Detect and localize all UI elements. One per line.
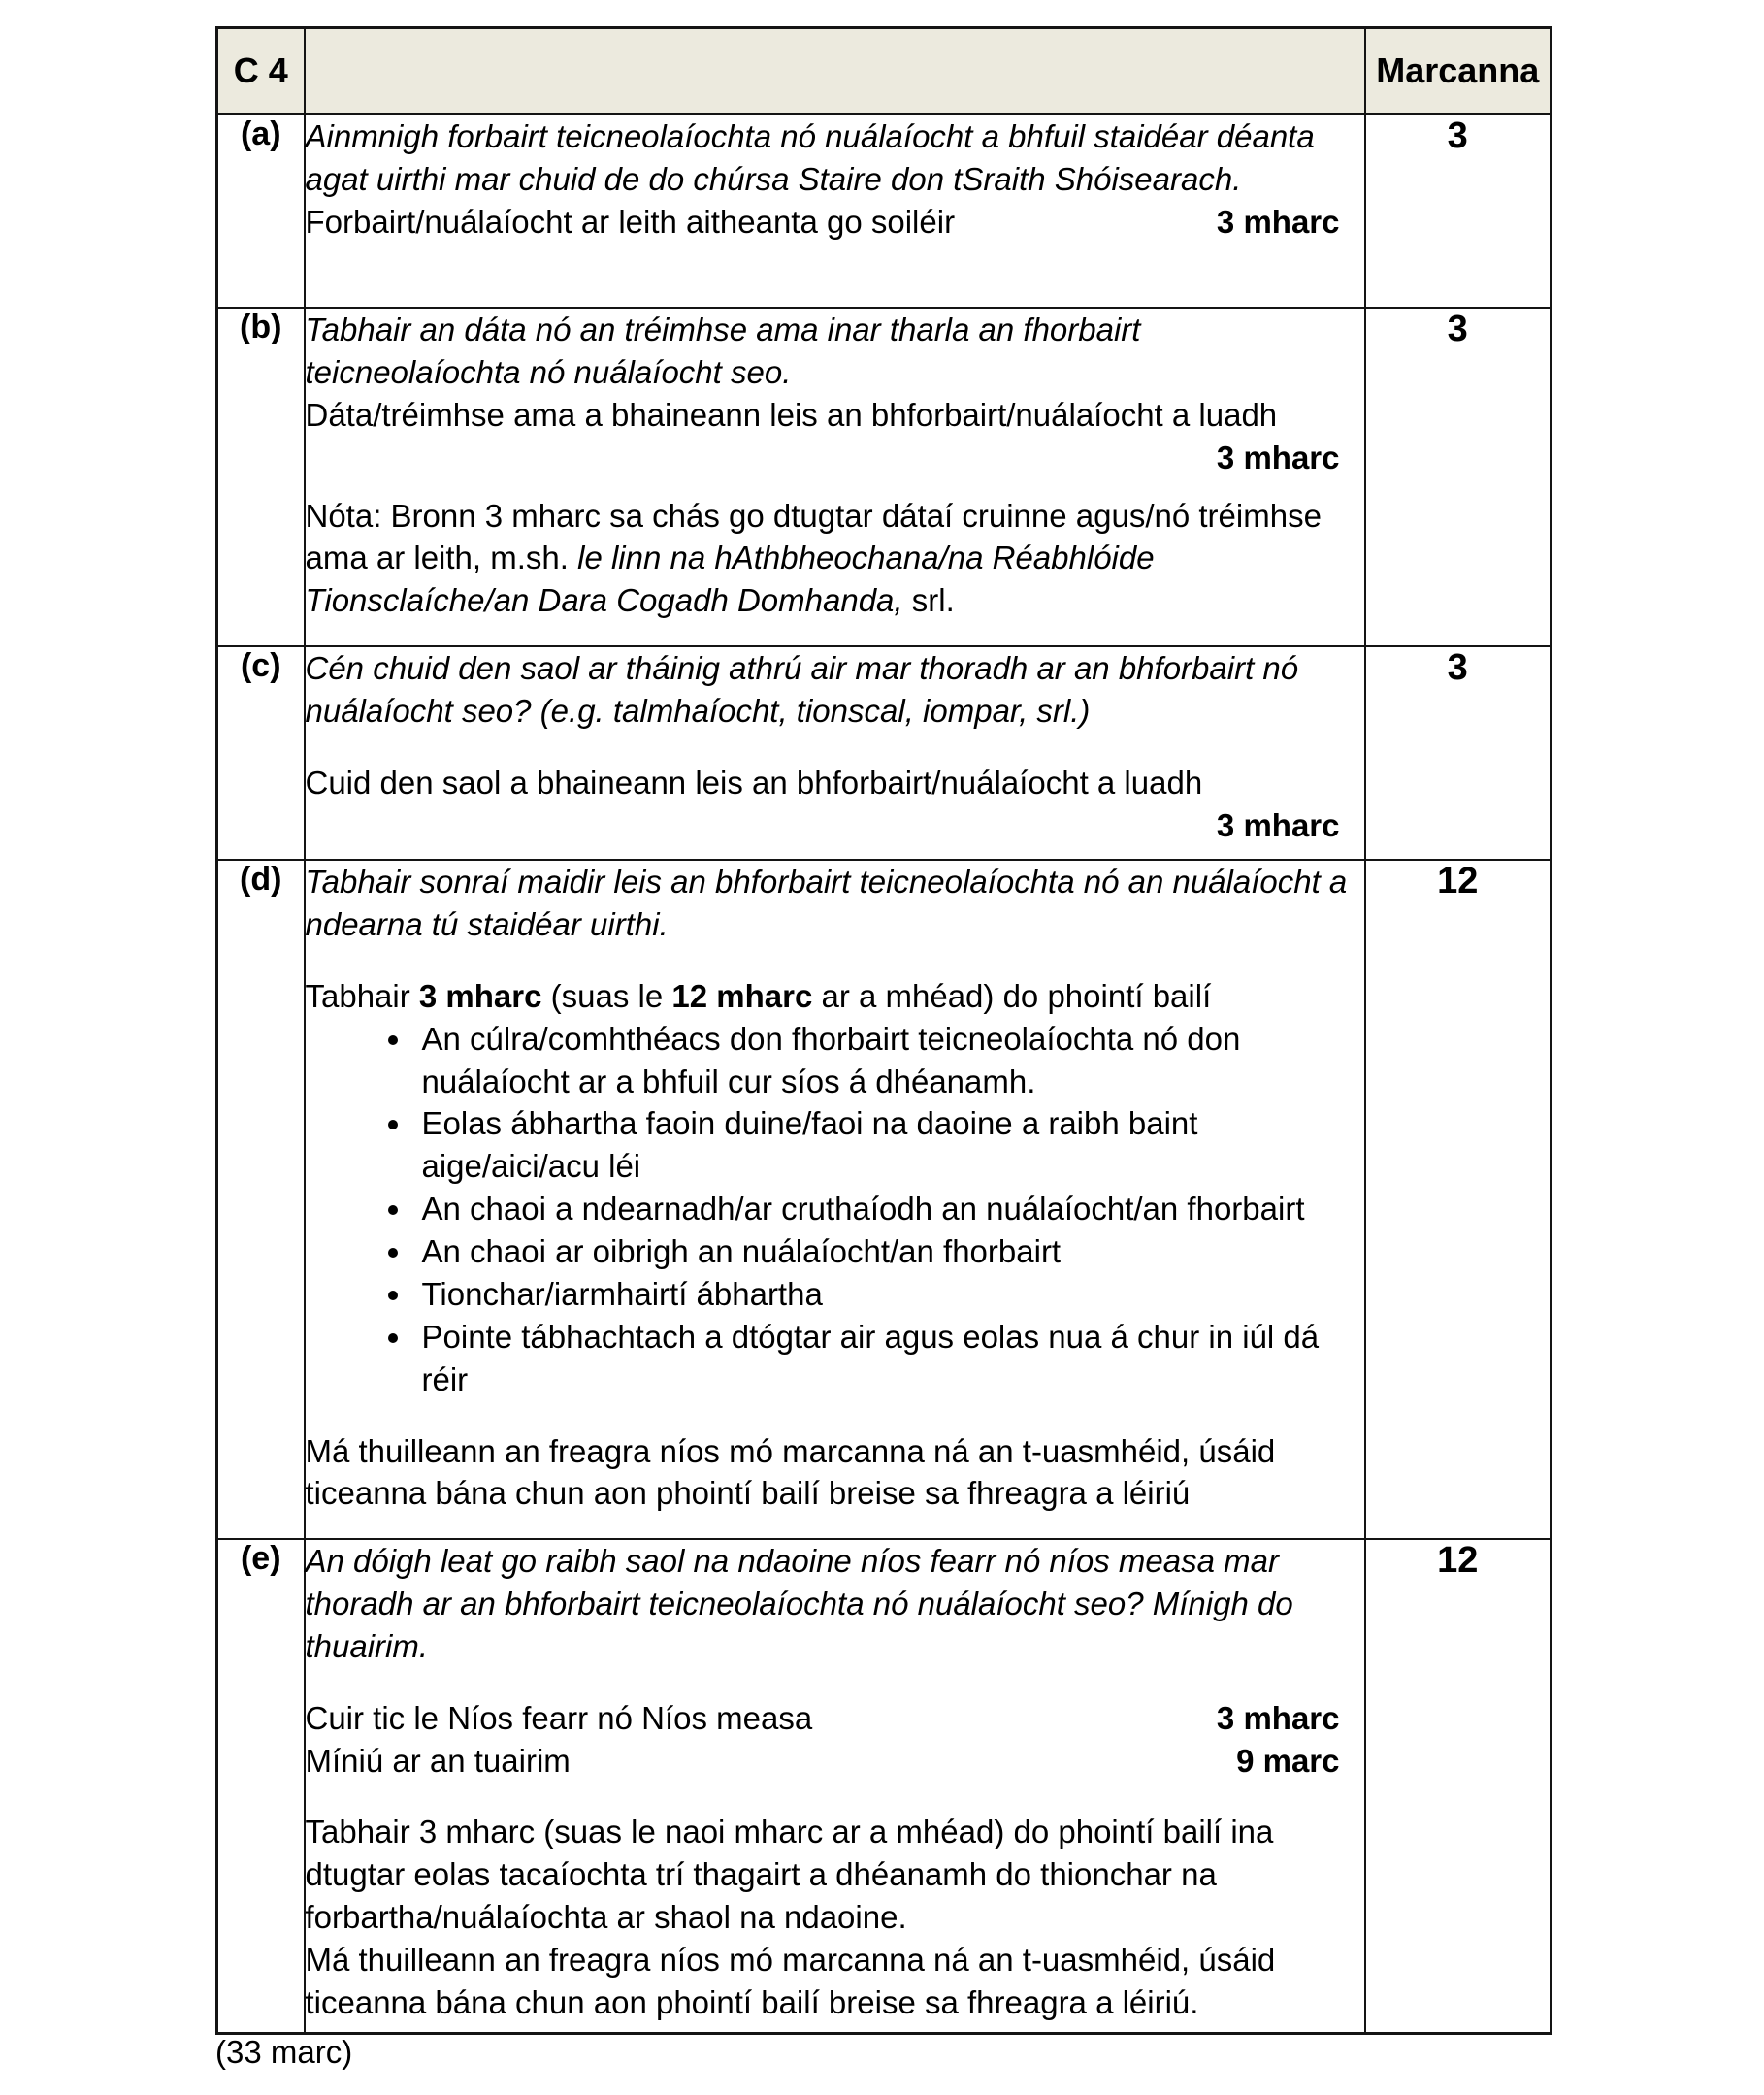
text-run: Tabhair sonraí maidir leis an bhforbairt teicneolaíochta nó an nuálaíocht a ndearna tú staidéar uirthi. bbox=[305, 864, 1348, 942]
text-run: 3 mharc bbox=[1216, 806, 1340, 843]
split-left-text bbox=[306, 1740, 571, 1783]
row-content bbox=[305, 1539, 1365, 2034]
paragraph bbox=[306, 394, 1364, 437]
row-marks-value: 3 bbox=[1365, 646, 1552, 860]
text-run: srl. bbox=[902, 582, 955, 619]
inline-marks-text bbox=[1217, 1697, 1340, 1740]
text-run: 3 mharc bbox=[1216, 439, 1340, 475]
text-run: Ainmnigh forbairt teicneolaíochta nó nuálaíocht a bhfuil staidéar déanta agat uirthi mar chuid de do chúrsa Staire don tSraith Shóisearach. bbox=[305, 118, 1315, 197]
text-run: An chaoi a ndearnadh/ar cruthaíodh an nuálaíocht/an fhorbairt bbox=[421, 1191, 1305, 1228]
bullet-list bbox=[306, 1018, 1364, 1401]
text-run: 3 mharc bbox=[418, 977, 542, 1014]
marking-table-body bbox=[217, 28, 1552, 2034]
text-run: Má thuilleann an freagra níos mó marcanna ná an t-uasmhéid, úsáid ticeanna bána chun aon phointí bailí breise sa fhreagra a léiriú. bbox=[305, 1942, 1276, 2020]
text-run: Cén chuid den saol ar tháinig athrú air mar thoradh ar an bhforbairt nó nuálaíocht seo? (e.g. talmhaíocht, tionscal, iompar, srl.) bbox=[305, 650, 1299, 729]
row-content bbox=[305, 115, 1365, 309]
text-run: Má thuilleann an freagra níos mó marcanna ná an t-uasmhéid, úsáid ticeanna bána chun aon phointí bailí breise sa fhreagra a léiriú bbox=[305, 1432, 1276, 1512]
text-run: Tabhair 3 mharc (suas le naoi mharc ar a mhéad) do phointí bailí ina dtugtar eolas tacaíochta trí thagairt a dhéanamh do thionchar na forbartha/nuálaíochta ar shaol na ndaoine. bbox=[305, 1814, 1274, 1936]
text-run: Eolas ábhartha faoin duine/faoi na daoine a raibh baint aige/aici/acu léi bbox=[421, 1105, 1198, 1185]
bullet-item bbox=[414, 1102, 1364, 1188]
row-content bbox=[305, 860, 1365, 1539]
table-row bbox=[217, 860, 1552, 1539]
inline-marks-text bbox=[1236, 1740, 1339, 1783]
table-row bbox=[217, 115, 1552, 309]
text-run: 3 mharc bbox=[1216, 203, 1340, 240]
row-label: (c) bbox=[217, 646, 305, 860]
text-run: Cuir tic le Níos fearr nó Níos measa bbox=[305, 1699, 813, 1736]
split-left-text bbox=[306, 201, 956, 244]
paragraph bbox=[306, 762, 1364, 804]
row-marks-value: 12 bbox=[1365, 1539, 1552, 2034]
row-content bbox=[305, 308, 1365, 646]
row-content bbox=[305, 646, 1365, 860]
row-marks-value: 12 bbox=[1365, 860, 1552, 1539]
text-run: Tabhair an dáta nó an tréimhse ama inar tharla an fhorbairt teicneolaíochta nó nuálaíocht seo. bbox=[305, 311, 1141, 390]
paragraph bbox=[306, 115, 1364, 201]
text-run: ar a mhéad) do phointí bailí bbox=[812, 977, 1212, 1014]
bullet-item bbox=[414, 1018, 1364, 1103]
text-run: 12 mharc bbox=[671, 977, 813, 1014]
text-run: Cuid den saol a bhaineann leis an bhforbairt/nuálaíocht a luadh bbox=[305, 764, 1203, 801]
row-label: (b) bbox=[217, 308, 305, 646]
text-run: Tabhair bbox=[305, 977, 419, 1014]
marks-line bbox=[306, 804, 1364, 847]
bullet-item bbox=[414, 1230, 1364, 1273]
split-line bbox=[306, 1740, 1364, 1783]
paragraph bbox=[306, 1939, 1364, 2024]
paragraph bbox=[306, 861, 1364, 946]
split-left-text bbox=[306, 1697, 813, 1740]
bullet-item bbox=[414, 1273, 1364, 1316]
row-label: (e) bbox=[217, 1539, 305, 2034]
text-run: An dóigh leat go raibh saol na ndaoine níos fearr nó níos measa mar thoradh ar an bhforbairt teicneolaíochta nó nuálaíocht seo? Mínigh do thuairim. bbox=[305, 1543, 1293, 1664]
text-run: Nóta: Bronn 3 mharc sa chás go dtugtar dátaí cruinne agus/nó tréimhse ama ar leith, m.sh. bbox=[305, 497, 1322, 576]
table-header-row bbox=[217, 28, 1552, 115]
text-run: An chaoi ar oibrigh an nuálaíocht/an fhorbairt bbox=[421, 1233, 1062, 1269]
text-run: Míniú ar an tuairim bbox=[305, 1742, 571, 1779]
row-marks-value: 3 bbox=[1365, 308, 1552, 646]
bullet-item bbox=[414, 1188, 1364, 1230]
paragraph bbox=[306, 1540, 1364, 1668]
row-label: (a) bbox=[217, 115, 305, 309]
split-line bbox=[306, 1697, 1364, 1740]
text-run: 9 marc bbox=[1236, 1742, 1340, 1779]
header-question-label: C 4 bbox=[217, 28, 305, 115]
table-row bbox=[217, 1539, 1552, 2034]
paragraph bbox=[306, 975, 1364, 1018]
text-run: Pointe tábhachtach a dtógtar air agus eolas nua á chur in iúl dá réir bbox=[421, 1318, 1320, 1397]
header-marks-label: Marcanna bbox=[1365, 28, 1552, 115]
paragraph bbox=[306, 1811, 1364, 1939]
marks-line bbox=[306, 437, 1364, 479]
bullet-item bbox=[414, 1316, 1364, 1401]
inline-marks-text bbox=[1217, 201, 1340, 244]
header-middle-cell bbox=[305, 28, 1365, 115]
paragraph bbox=[306, 495, 1364, 623]
text-run: le linn na hAthbheochana/na Réabhlóide Tionsclaíche/an Dara Cogadh Domhanda, bbox=[305, 540, 1155, 619]
paragraph bbox=[306, 309, 1364, 394]
paragraph bbox=[306, 647, 1364, 733]
row-label: (d) bbox=[217, 860, 305, 1539]
text-run: Tionchar/iarmhairtí ábhartha bbox=[421, 1275, 823, 1312]
text-run: An cúlra/comhthéacs don fhorbairt teicneolaíochta nó don nuálaíocht ar a bhfuil cur síos á dhéanamh. bbox=[421, 1020, 1241, 1099]
text-run: Dáta/tréimhse ama a bhaineann leis an bhforbairt/nuálaíocht a luadh bbox=[305, 396, 1278, 433]
total-marks-note: (33 marc) bbox=[215, 2034, 353, 2070]
text-run: 3 mharc bbox=[1216, 1699, 1340, 1736]
table-row bbox=[217, 646, 1552, 860]
text-run: (suas le bbox=[541, 977, 672, 1014]
marking-table bbox=[215, 26, 1552, 2035]
text-run: Forbairt/nuálaíocht ar leith aitheanta go soiléir bbox=[305, 203, 956, 240]
table-row bbox=[217, 308, 1552, 646]
row-marks-value: 3 bbox=[1365, 115, 1552, 309]
paragraph bbox=[306, 1430, 1364, 1516]
split-line bbox=[306, 201, 1364, 244]
